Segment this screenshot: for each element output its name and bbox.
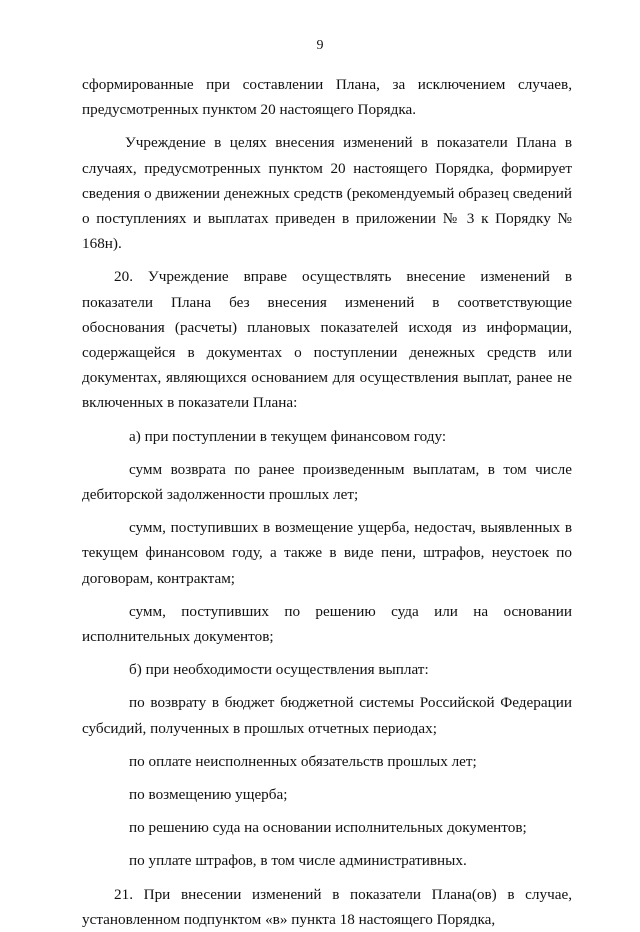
paragraph: Учреждение в целях внесения изменений в показатели Плана в случаях, предусмотренных пунктом 20 настоящего Порядка, формирует сведения о движении денежных средств (рекомендуемый образец сведений о поступлениях и выплатах приведен в приложении № 3 к Порядку № 168н).	[82, 134, 572, 253]
paragraph: сумм, поступивших по решению суда или на основании исполнительных документов;	[82, 602, 572, 646]
paragraph: сумм возврата по ранее произведенным выплатам, в том числе дебиторской задолженности прошлых лет;	[82, 460, 572, 504]
paragraph: по возмещению ущерба;	[129, 786, 288, 804]
paragraph: по возврату в бюджет бюджетной системы Российской Федерации субсидий, полученных в прошлых отчетных периодах;	[82, 694, 572, 737]
paragraph: сформированные при составлении Плана, за исключением случаев, предусмотренных пунктом 20 настоящего Порядка.	[82, 76, 572, 119]
paragraph: по оплате неисполненных обязательств прошлых лет;	[129, 752, 477, 770]
list-item-b: б) при необходимости осуществления выплат:	[129, 661, 429, 679]
paragraph: 20. Учреждение вправе осуществлять внесение изменений в показатели Плана без внесения изменений в соответствующие обоснования (расчеты) плановых показателей исходя из информации, содержащейся в документах о поступлении денежных средств или документах, являющихся основанием для осуществления выплат, ранее не включенных в показатели Плана:	[82, 268, 572, 412]
paragraph: сумм, поступивших в возмещение ущерба, недостач, выявленных в текущем финансовом году, а также в виде пени, штрафов, неустоек по договорам, контрактам;	[82, 519, 572, 587]
paragraph: 21. При внесении изменений в показатели Плана(ов) в случае, установленном подпунктом «в» пункта 18 настоящего Порядка,	[82, 885, 572, 928]
document-body	[82, 72, 572, 932]
list-item-a: а) при поступлении в текущем финансовом году:	[129, 427, 447, 445]
paragraph: по решению суда на основании исполнительных документов;	[129, 819, 527, 837]
paragraph: по уплате штрафов, в том числе административных.	[129, 852, 467, 870]
page-number: 9	[316, 38, 324, 53]
